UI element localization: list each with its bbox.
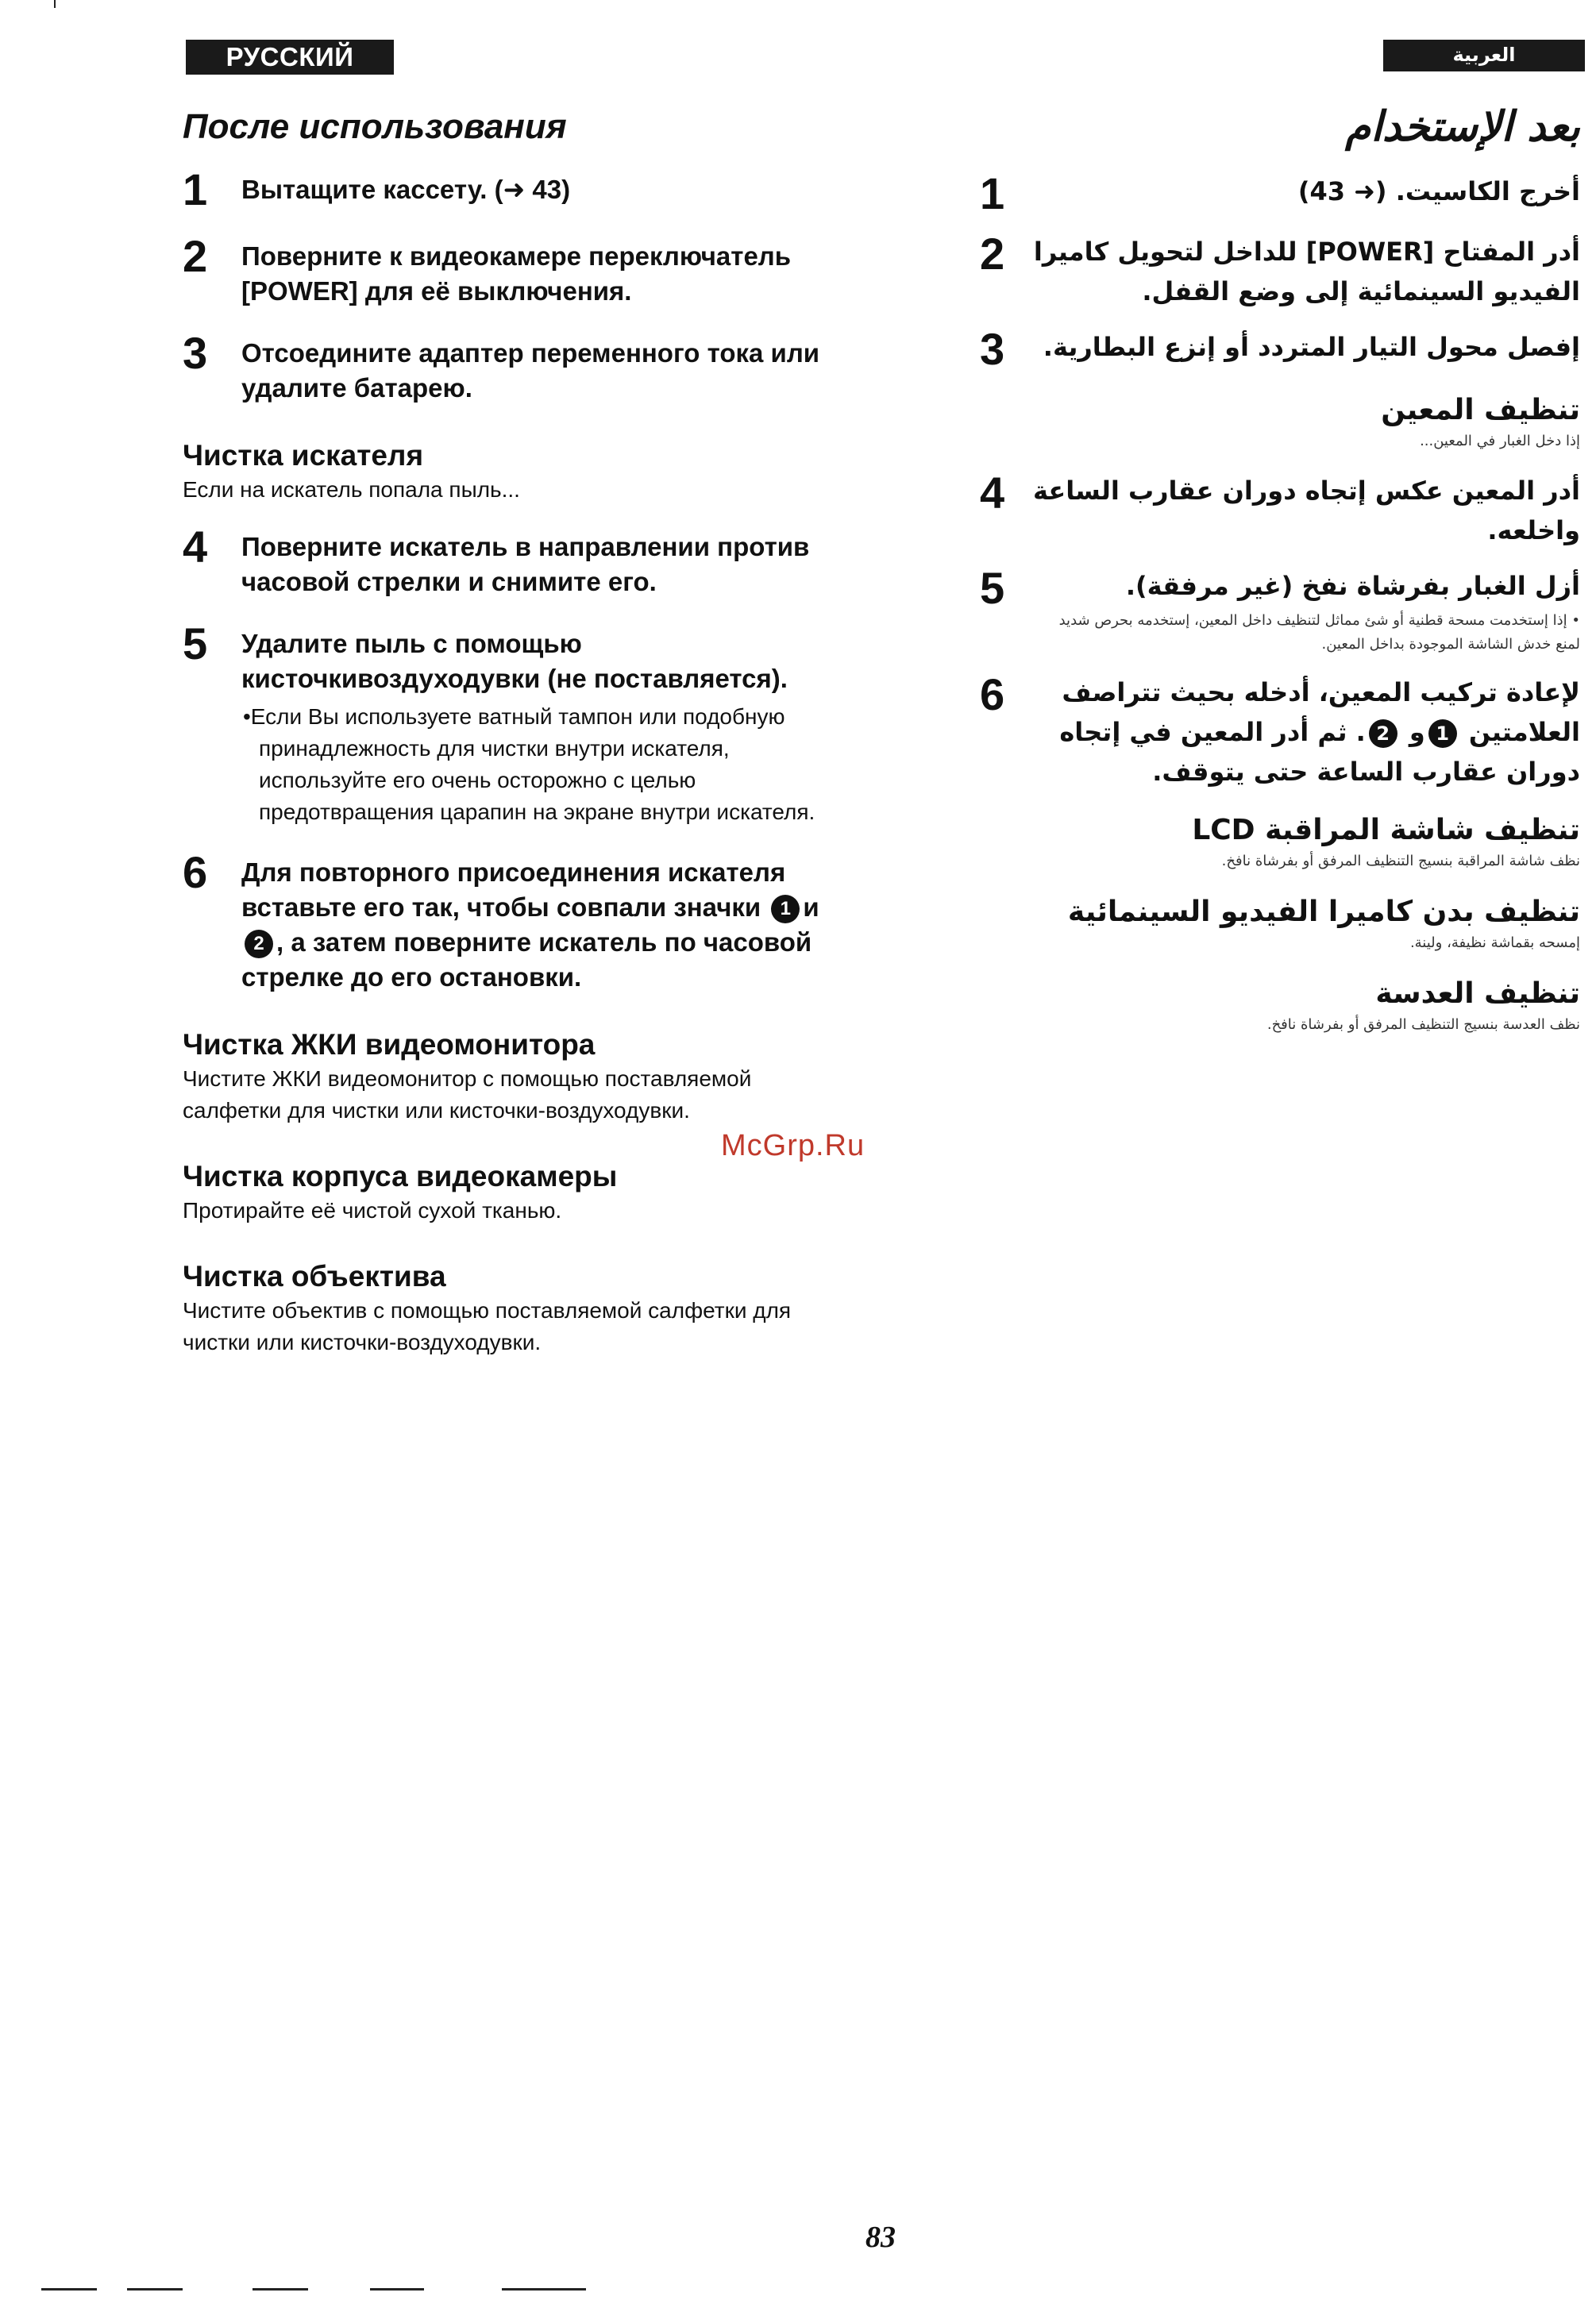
step-4 xyxy=(977,468,1580,550)
step-text: إفصل محول التيار المتردد أو إنزع البطارية. xyxy=(1043,332,1580,362)
mark-2-icon: 2 xyxy=(1369,719,1397,748)
section-text-viewfinder: إذا دخل الغبار في المعين... xyxy=(1420,433,1580,449)
step-text-part-b: , а затем поверните искатель по часовой стрелке до его остановки. xyxy=(241,927,812,992)
step-text-part-b: . ثم أدر المعين في إتجاه دوران عقارب الساعة حتى يتوقف. xyxy=(1059,717,1580,787)
step-number: 3 xyxy=(183,328,208,378)
step-5 xyxy=(183,618,897,828)
corner-mark xyxy=(54,0,56,8)
step-3 xyxy=(183,328,897,406)
page-number: 83 xyxy=(865,2221,896,2254)
step-number: 6 xyxy=(183,847,208,897)
step-text xyxy=(1032,672,1580,792)
section-text-lcd: Чистите ЖКИ видеомонитор с помощью поставляемой салфетки для чистки или кисточки-воздуходувки. xyxy=(183,1066,752,1123)
page-title: После использования xyxy=(183,107,567,146)
step-main-text: Удалите пыль с помощью кисточкивоздуходувки (не поставляется). xyxy=(241,629,788,693)
step-text: أخرج الكاسيت. (➜ 43) xyxy=(1297,176,1580,206)
step-6 xyxy=(183,847,897,995)
language-tab-russian: РУССКИЙ ЯЗЫК xyxy=(186,40,394,75)
russian-column xyxy=(183,107,897,1382)
footer-rule xyxy=(127,2288,183,2291)
step-number: 2 xyxy=(183,231,208,281)
step-number: 3 xyxy=(980,324,1005,374)
mark-1-icon: 1 xyxy=(771,895,800,923)
section-heading-lens: Чистка объектива xyxy=(183,1260,446,1293)
watermark: McGrp.Ru xyxy=(721,1129,865,1162)
footer-rule xyxy=(370,2288,424,2291)
step-number: 2 xyxy=(980,229,1005,279)
section-heading-body: تنظيف بدن كاميرا الفيديو السينمائية xyxy=(1067,896,1580,928)
step-text: Поверните искатель в направлении против часовой стрелки и снимите его. xyxy=(241,532,810,596)
footer-rule xyxy=(41,2288,97,2291)
arabic-column xyxy=(977,103,1580,1054)
step-text xyxy=(1032,566,1580,657)
footer-rule xyxy=(502,2288,586,2291)
section-text-body: إمسحه بقماشة نظيفة، ولينة. xyxy=(1409,934,1580,951)
step-text: أدر المعين عكس إتجاه دوران عقارب الساعة واخلعه. xyxy=(1033,476,1580,545)
step-number: 4 xyxy=(183,522,208,572)
section-heading-lcd: Чистка ЖКИ видеомонитора xyxy=(183,1028,596,1061)
section-heading-viewfinder: تنظيف المعين xyxy=(1381,394,1580,426)
step-number: 5 xyxy=(980,563,1005,613)
step-1 xyxy=(183,164,897,214)
step-2 xyxy=(977,229,1580,311)
step-number: 1 xyxy=(980,168,1005,218)
footer-rule xyxy=(253,2288,308,2291)
step-text: Поверните к видеокамере переключатель [POWER] для её выключения. xyxy=(241,241,792,306)
step-text-and: و xyxy=(1409,717,1425,747)
step-text: أدر المفتاح [POWER] للداخل لتحويل كاميرا الفيديو السينمائية إلى وضع القفل. xyxy=(1033,237,1580,306)
step-text-and: и xyxy=(803,892,819,922)
mark-2-icon: 2 xyxy=(245,930,273,958)
step-note: •Если Вы используете ватный тампон или подобную принадлежность для чистки внутри искателя, используйте его очень осторожно с целью предотвращения царапин на экране внутри искателя. xyxy=(243,704,815,824)
section-heading-lcd: تنظيف شاشة المراقبة LCD xyxy=(1192,814,1580,846)
step-number: 5 xyxy=(183,618,208,668)
page-title-arabic: بعد الإستخدام xyxy=(1345,103,1580,151)
step-4 xyxy=(183,522,897,599)
section-text-lcd: نظف شاشة المراقبة بنسيج التنظيف المرفق أو بفرشاة نافخ. xyxy=(1221,853,1580,869)
language-tab-arabic: العربية xyxy=(1383,40,1585,71)
step-text xyxy=(241,626,845,828)
step-number: 1 xyxy=(183,164,208,214)
section-heading-body: Чистка корпуса видеокамеры xyxy=(183,1160,618,1192)
step-2 xyxy=(183,231,897,309)
section-text-lens: نظف العدسة بنسيج التنظيف المرفق أو بفرشاة نافخ. xyxy=(1266,1016,1580,1033)
step-text xyxy=(241,855,845,995)
step-text: Отсоедините адаптер переменного тока или удалите батарею. xyxy=(241,338,820,403)
section-text-body: Протирайте её чистой сухой тканью. xyxy=(183,1198,562,1223)
section-text-lens: Чистите объектив с помощью поставляемой салфетки для чистки или кисточки-воздуходувки. xyxy=(183,1298,792,1354)
step-text-part-a: لإعادة تركيب المعين، أدخله بحيث تتراصف العلامتين xyxy=(1062,677,1580,747)
section-heading-lens: تنظيف العدسة xyxy=(1375,977,1580,1010)
step-3 xyxy=(977,324,1580,374)
section-heading-viewfinder: Чистка искателя xyxy=(183,439,424,472)
step-note: • إذا إستخدمت مسحة قطنية أو شئ مماثل لتنظيف داخل المعين، إستخدمه بحرص شديد لمنع خدش الشاشة الموجودة بداخل المعين. xyxy=(1058,612,1580,653)
mark-1-icon: 1 xyxy=(1428,719,1457,748)
step-text-part-a: Для повторного присоединения искателя вставьте его так, чтобы совпали значки xyxy=(241,857,786,922)
step-main-text: أزل الغبار بفرشاة نفخ (غير مرفقة). xyxy=(1125,571,1580,601)
step-6 xyxy=(977,669,1580,792)
step-5 xyxy=(977,563,1580,657)
step-number: 6 xyxy=(980,669,1005,719)
step-text: Вытащите кассету. (➜ 43) xyxy=(241,175,571,204)
section-text-viewfinder: Если на искатель попала пыль... xyxy=(183,477,520,502)
step-number: 4 xyxy=(980,468,1005,518)
step-1 xyxy=(977,168,1580,218)
